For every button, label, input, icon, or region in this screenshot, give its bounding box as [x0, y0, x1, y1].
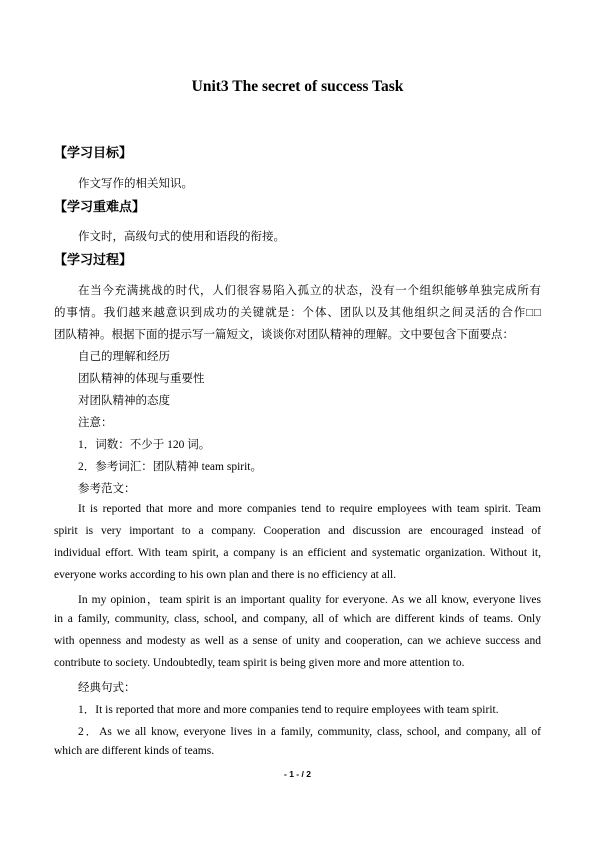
classic-sentence: 1．It is reported that more and more companies tend to require employees with team spirit. — [78, 704, 499, 716]
task-intro-line: 的事情。我们越来越意识到成功的关键就是：个体、团队以及其他组织之间灵活的合作□□ — [54, 307, 541, 319]
note-item: 2．参考词汇：团队精神 team spirit。 — [78, 461, 262, 473]
page-number: - 1 - / 2 — [284, 769, 311, 779]
classic-sentence: 2．As we all know, everyone lives in a family, community, class, school, and company, all of — [78, 726, 541, 738]
key-heading: 【学习重难点】 — [54, 199, 146, 214]
sample-line: individual effort. With team spirit, a company is an efficient and systematic organization. Without it, — [54, 547, 541, 559]
sample-line: spirit is very important to a company. Cooperation and discussion are encouraged instead of — [54, 525, 541, 537]
sample-line: everyone works according to his own plan and there is no efficiency at all. — [54, 569, 397, 581]
note-label: 注意： — [78, 417, 113, 429]
task-intro-line: 团队精神。根据下面的提示写一篇短文，谈谈你对团队精神的理解。文中要包含下面要点： — [54, 329, 514, 341]
task-point: 团队精神的体现与重要性 — [78, 373, 205, 385]
sample-line: in a family, community, class, school, and company, all of which are different kinds of teams. Only — [54, 613, 541, 625]
classic-label: 经典句式： — [78, 682, 136, 694]
goal-text: 作文写作的相关知识。 — [78, 178, 193, 190]
note-item: 1．词数：不少于 120 词。 — [78, 439, 211, 451]
sample-line: It is reported that more and more companies tend to require employees with team spirit. Team — [78, 503, 541, 515]
process-heading: 【学习过程】 — [54, 252, 133, 267]
task-point: 对团队精神的态度 — [78, 395, 170, 407]
task-intro-line: 在当今充满挑战的时代，人们很容易陷入孤立的状态，没有一个组织能够单独完成所有 — [78, 285, 541, 297]
key-text: 作文时，高级句式的使用和语段的衔接。 — [78, 231, 285, 243]
document-title: Unit3 The secret of success Task — [191, 78, 404, 95]
goal-heading: 【学习目标】 — [54, 145, 133, 160]
task-point: 自己的理解和经历 — [78, 351, 170, 363]
sample-line: In my opinion，team spirit is an important quality for everyone. As we all know, everyone lives — [78, 594, 541, 606]
sample-line: with openness and modesty as well as a sense of unity and cooperation, can we achieve success and — [54, 635, 541, 647]
sample-label: 参考范文： — [78, 483, 136, 495]
sample-line: contribute to society. Undoubtedly, team spirit is being given more and more attention to. — [54, 657, 465, 669]
classic-sentence: which are different kinds of teams. — [54, 745, 215, 757]
